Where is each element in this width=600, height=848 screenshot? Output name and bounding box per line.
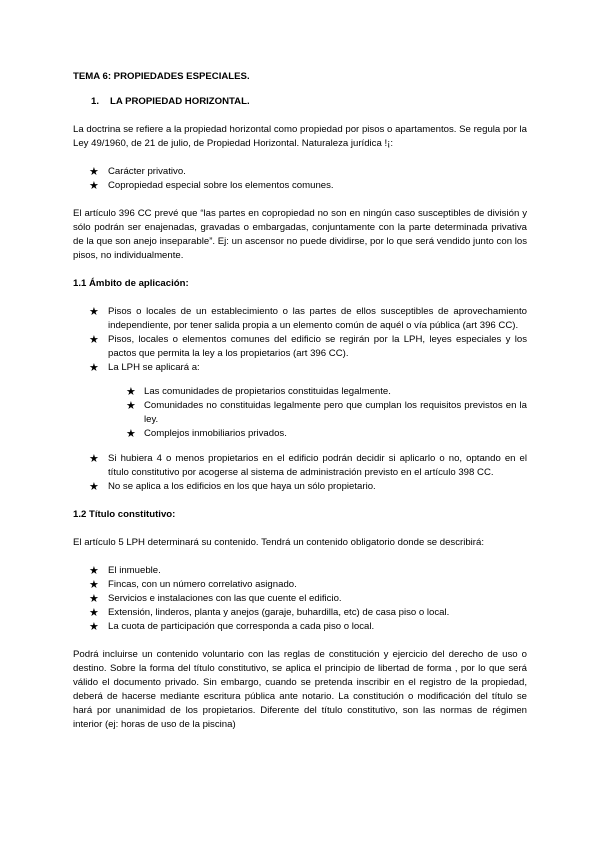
star-icon: ★ — [89, 305, 99, 318]
ambito-list-2 — [73, 452, 527, 494]
list-item: ★ Servicios e instalaciones con las que cuente el edificio. — [89, 592, 342, 605]
titulo-closing-paragraph: Podrá incluirse un contenido voluntario con las reglas de constitución y ejercicio del derecho de uso o destino. Sobre la forma del título constitutivo, se aplica el principio de libertad de forma , por lo que será válido el documento privado. Sin embargo, cuando se pretenda inscribir en el registro de la propiedad, deberá de hacerse mediante escritura pública ante notario. La constitución o modificación del título se hará por unanimidad de los propietarios. Diferente del título constitutivo, son las normas de régimen interior (ej: horas de uso de la piscina) — [73, 649, 527, 730]
star-icon: ★ — [89, 620, 99, 633]
art396-paragraph: El artículo 396 CC prevé que “las partes en copropiedad no son en ningún caso susceptibles de división y sólo podrán ser enajenadas, gravadas o embargadas, conjuntamente con la parte determinada privativa de la que son anejo inseparable”. Ej: un ascensor no puede dividirse, por lo que será vendido junto con los pisos, no individualmente. — [73, 208, 527, 261]
star-icon: ★ — [89, 480, 99, 493]
section-title: LA PROPIEDAD HORIZONTAL. — [110, 96, 250, 107]
list-item: ★ Pisos o locales de un establecimiento o las partes de ellos susceptibles de aprovechamiento independiente, por tener salida propia a un elemento común de aquél o vía pública (art 396 CC). — [89, 305, 527, 331]
star-icon: ★ — [89, 578, 99, 591]
document-page — [73, 70, 527, 732]
star-icon: ★ — [89, 606, 99, 619]
list-item: ★ Complejos inmobiliarios privados. — [126, 427, 287, 440]
list-item: ★ El inmueble. — [89, 564, 161, 577]
list-item: ★ Fincas, con un número correlativo asignado. — [89, 578, 297, 591]
section-heading — [73, 95, 527, 109]
titulo-heading: 1.2 Título constitutivo: — [73, 509, 176, 520]
titulo-list — [73, 564, 527, 634]
list-item: ★ No se aplica a los edificios en los que haya un sólo propietario. — [89, 480, 376, 493]
ambito-list — [73, 305, 527, 375]
star-icon: ★ — [89, 361, 99, 374]
ambito-heading: 1.1 Ámbito de aplicación: — [73, 278, 189, 289]
star-icon: ★ — [89, 452, 99, 465]
star-icon: ★ — [89, 179, 99, 192]
list-item: ★ La LPH se aplicará a: — [89, 361, 200, 374]
star-icon: ★ — [126, 385, 136, 398]
star-icon: ★ — [126, 427, 136, 440]
star-icon: ★ — [89, 333, 99, 346]
star-icon: ★ — [89, 592, 99, 605]
list-item: ★ La cuota de participación que corresponda a cada piso o local. — [89, 620, 375, 633]
list-item: ★ Copropiedad especial sobre los elementos comunes. — [89, 179, 334, 192]
star-icon: ★ — [89, 165, 99, 178]
intro-paragraph: La doctrina se refiere a la propiedad horizontal como propiedad por pisos o apartamentos. Se regula por la Ley 49/1960, de 21 de julio, de Propiedad Horizontal. Naturaleza jurídica !¡: — [73, 124, 527, 149]
naturaleza-list — [73, 165, 527, 193]
list-item: ★ Comunidades no constituidas legalmente pero que cumplan los requisitos previstos en la ley. — [126, 399, 527, 425]
list-item: ★ Si hubiera 4 o menos propietarios en el edificio podrán decidir si aplicarlo o no, optando en el título constitutivo por acogerse al sistema de administración previsto en el artículo 398 CC. — [89, 452, 527, 478]
list-item: ★ Carácter privativo. — [89, 165, 186, 178]
tema-title: TEMA 6: PROPIEDADES ESPECIALES. — [73, 71, 250, 82]
list-item: ★ Extensión, linderos, planta y anejos (garaje, buhardilla, etc) de casa piso o local. — [89, 606, 450, 619]
star-icon: ★ — [89, 564, 99, 577]
list-item: ★ Pisos, locales o elementos comunes del edificio se regirán por la LPH, leyes especiales y los pactos que permita la ley a los propietarios (art 396 CC). — [89, 333, 527, 359]
list-item: ★ Las comunidades de propietarios constituidas legalmente. — [126, 385, 391, 398]
titulo-intro: El artículo 5 LPH determinará su contenido. Tendrá un contenido obligatorio donde se describirá: — [73, 537, 485, 548]
star-icon: ★ — [126, 399, 136, 412]
ambito-sublist — [73, 385, 527, 441]
section-number: 1. — [91, 96, 100, 107]
